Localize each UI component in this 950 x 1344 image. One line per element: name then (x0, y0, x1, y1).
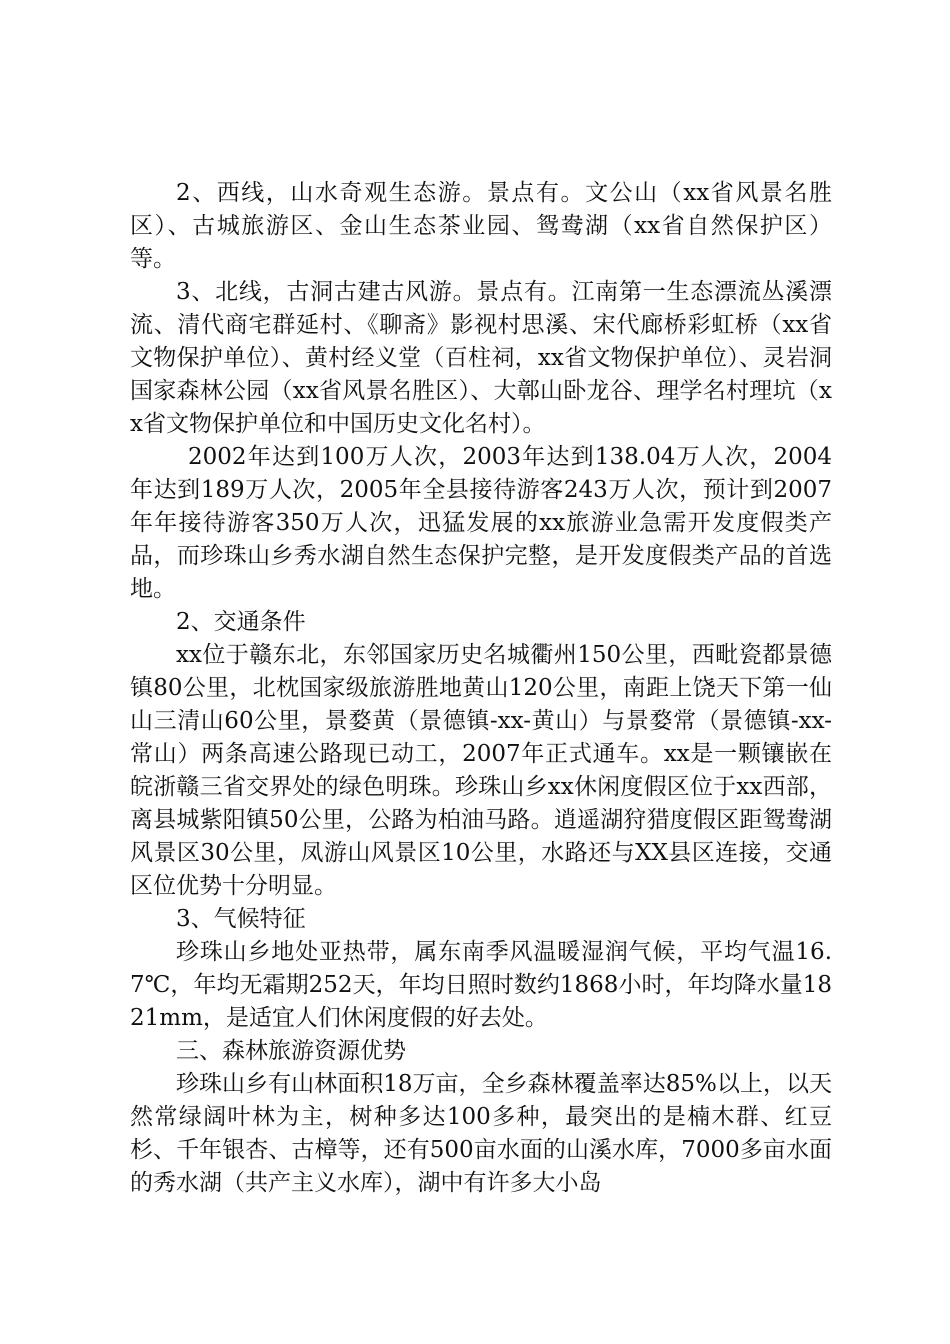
paragraph-climate: 珍珠山乡地处亚热带，属东南季风温暖湿润气候，平均气温16.7℃，年均无霜期252天，年均日照时数约1868小时，年均降水量1821mm，是适宜人们休闲度假的好去处。 (130, 939, 832, 1031)
paragraph-transport: xx位于赣东北，东邻国家历史名城衢州150公里，西毗瓷都景德镇80公里，北枕国家级旅游胜地黄山120公里，南距上饶天下第一仙山三清山60公里，景婺黄（景德镇-xx-黄山）与景婺常（景德镇-xx-常山）两条高速公路现已动工，2007年正式通车。xx是一颗镶嵌在皖浙赣三省交界处的绿色明珠。珍珠山乡xx休闲度假区位于xx西部，离县城紫阳镇50公里，公路为柏油马路。逍遥湖狩猎度假区距鸳鸯湖风景区30公里，凤游山风景区10公里，水路还与XX县区连接，交通区位优势十分明显。 (130, 642, 832, 899)
paragraph-visitor-stats: 2002年达到100万人次，2003年达到138.04万人次，2004年达到189万人次，2005年全县接待游客243万人次，预计到2007年年接待游客350万人次，迅猛发展的xx旅游业急需开发度假类产品，而珍珠山乡秀水湖自然生态保护完整，是开发度假类产品的首选地。 (130, 444, 832, 602)
heading-transport: 2、交通条件 (176, 609, 306, 635)
paragraph-west-line: 2、西线，山水奇观生态游。景点有。文公山（xx省风景名胜区）、古城旅游区、金山生态茶业园、鸳鸯湖（xx省自然保护区）等。 (130, 180, 832, 272)
paragraph-forest-resources: 珍珠山乡有山林面积18万亩，全乡森林覆盖率达85%以上，以天然常绿阔叶林为主，树种多达100多种，最突出的是楠木群、红豆杉、千年银杏、古樟等，还有500亩水面的山溪水库，7000多亩水面的秀水湖（共产主义水库），湖中有许多大小岛 (130, 1071, 832, 1196)
heading-forest-resources: 三、森林旅游资源优势 (176, 1038, 406, 1064)
heading-climate: 3、气候特征 (176, 906, 306, 932)
document-page (130, 177, 832, 1200)
paragraph-north-line: 3、北线，古洞古建古风游。景点有。江南第一生态漂流丛溪漂流、清代商宅群延村、《聊斋》影视村思溪、宋代廊桥彩虹桥（xx省文物保护单位）、黄村经义堂（百柱祠，xx省文物保护单位）、灵岩洞国家森林公园（xx省风景名胜区）、大鄣山卧龙谷、理学名村理坑（xx省文物保护单位和中国历史文化名村）。 (130, 279, 832, 437)
